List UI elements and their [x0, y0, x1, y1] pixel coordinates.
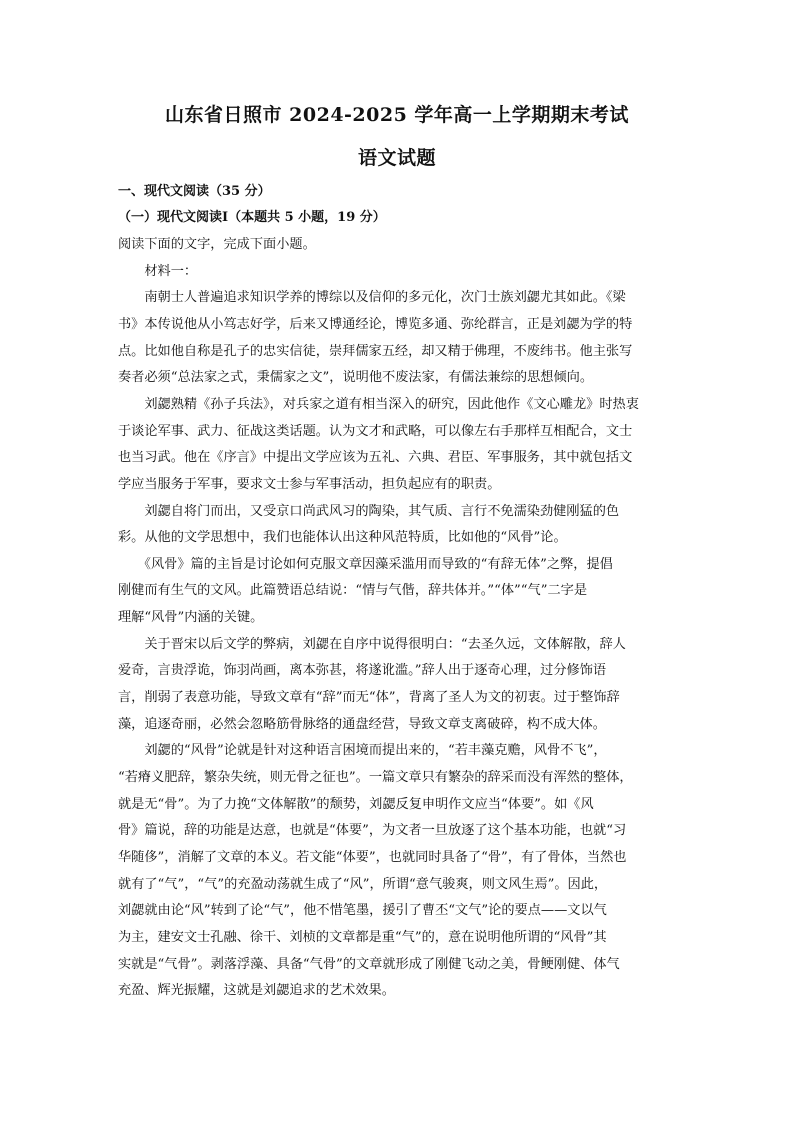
passage-line: 学应当服务于军事，要求文士参与军事活动，担负起应有的职责。	[118, 476, 501, 492]
passage-line: 藻，追逐奇丽，必然会忽略筋骨脉络的通盘经营，导致文章支离破碎，构不成大体。	[118, 716, 606, 732]
passage-line: 于谈论军事、武力、征战这类话题。认为文才和武略，可以像左右手那样互相配合，文士	[118, 423, 633, 439]
passage-line: 关于晋宋以后文学的弊病，刘勰在自序中说得很明白：“去圣久远，文体解散，辞人	[118, 636, 626, 652]
passage-line: 书》本传说他从小笃志好学，后来又博通经论，博览多通、弥纶群言，正是刘勰为学的特	[118, 316, 633, 332]
passage-line: 理解“风骨”内涵的关键。	[118, 610, 264, 626]
passage-line: 充盈、辉光振耀，这就是刘勰追求的艺术效果。	[118, 983, 395, 999]
passage-line: 点。比如他自称是孔子的忠实信徒，崇拜儒家五经，却又精于佛理，不废纬书。他主张写	[118, 343, 633, 359]
passage-line: 彩。从他的文学思想中，我们也能体认出这种风范特质，比如他的“风骨”论。	[118, 530, 567, 546]
passage-line: 实就是“气骨”。剥落浮藻、具备“气骨”的文章就形成了刚健飞动之美，骨鲠刚健、体气	[118, 956, 620, 972]
passage-line: “若瘠义肥辞，繁杂失统，则无骨之征也”。一篇文章只有繁杂的辞采而没有浑然的整体，	[118, 770, 633, 785]
passage-line: 骨》篇说，辞的功能是达意，也就是“体要”，为文者一旦放逐了这个基本功能，也就“习	[118, 823, 627, 839]
passage-line: 刘勰的“风骨”论就是针对这种语言困境而提出来的，“若丰藻克赡，风骨不飞”，	[118, 743, 607, 759]
passage-line: 爱奇，言贵浮诡，饰羽尚画，离本弥甚，将遂讹滥。”辞人出于逐奇心理，过分修饰语	[118, 663, 607, 679]
page-title: 山东省日照市 2024-2025 学年高一上学期期末考试	[165, 104, 629, 126]
passage-line: 材料一：	[118, 263, 198, 279]
passage-line: 就是无“骨”。为了力挽“文体解散”的颓势，刘勰反复申明作文应当“体要”。如《风	[118, 796, 594, 812]
passage-line: 《风骨》篇的主旨是讨论如何克服文章因藻采滥用而导致的“有辞无体”之弊，提倡	[118, 556, 613, 572]
passage-line: 南朝士人普遍追求知识学养的博综以及信仰的多元化，次门士族刘勰尤其如此。《梁	[118, 290, 626, 306]
passage-line: 刘勰熟精《孙子兵法》，对兵家之道有相当深入的研究，因此他作《文心雕龙》时热衷	[118, 396, 639, 412]
passage-line: 刚健而有生气的文风。此篇赞语总结说：“情与气偕，辞共体并。”“体”“气”二字是	[118, 583, 588, 599]
subsection-heading: （一）现代文阅读Ⅰ（本题共 5 小题，19 分）	[118, 210, 386, 225]
passage-line: 刘勰就由论“风”转到了论“气”，他不惜笔墨，援引了曹丕“文气”论的要点——文以气	[118, 903, 607, 919]
passage-line: 就有了“气”，“气”的充盈动荡就生成了“风”，所谓“意气骏爽，则文风生焉”。因此，	[118, 876, 608, 892]
passage-line: 也当习武。他在《序言》中提出文学应该为五礼、六典、君臣、军事服务，其中就包括文	[118, 450, 633, 466]
page-subtitle: 语文试题	[357, 147, 436, 169]
passage-line: 为主，建安文士孔融、徐干、刘桢的文章都是重“气”的，意在说明他所谓的“风骨”其	[118, 929, 607, 945]
section-heading: 一、现代文阅读（35 分）	[118, 184, 271, 199]
instruction-text: 阅读下面的文字，完成下面小题。	[118, 237, 316, 252]
passage-line: 奏者必须“总法家之式，秉儒家之文”，说明他不废法家，有儒法兼综的思想倾向。	[118, 370, 594, 386]
passage-line: 言，削弱了表意功能，导致文章有“辞”而无“体”，背离了圣人为文的初衷。过于整饰辞	[118, 690, 620, 706]
passage-line: 华随侈”，消解了文章的本义。若文能“体要”，也就同时具备了“骨”，有了骨体，当然也	[118, 849, 627, 865]
passage-line: 刘勰自将门而出，又受京口尚武风习的陶染，其气质、言行不免濡染劲健刚猛的色	[118, 503, 620, 519]
